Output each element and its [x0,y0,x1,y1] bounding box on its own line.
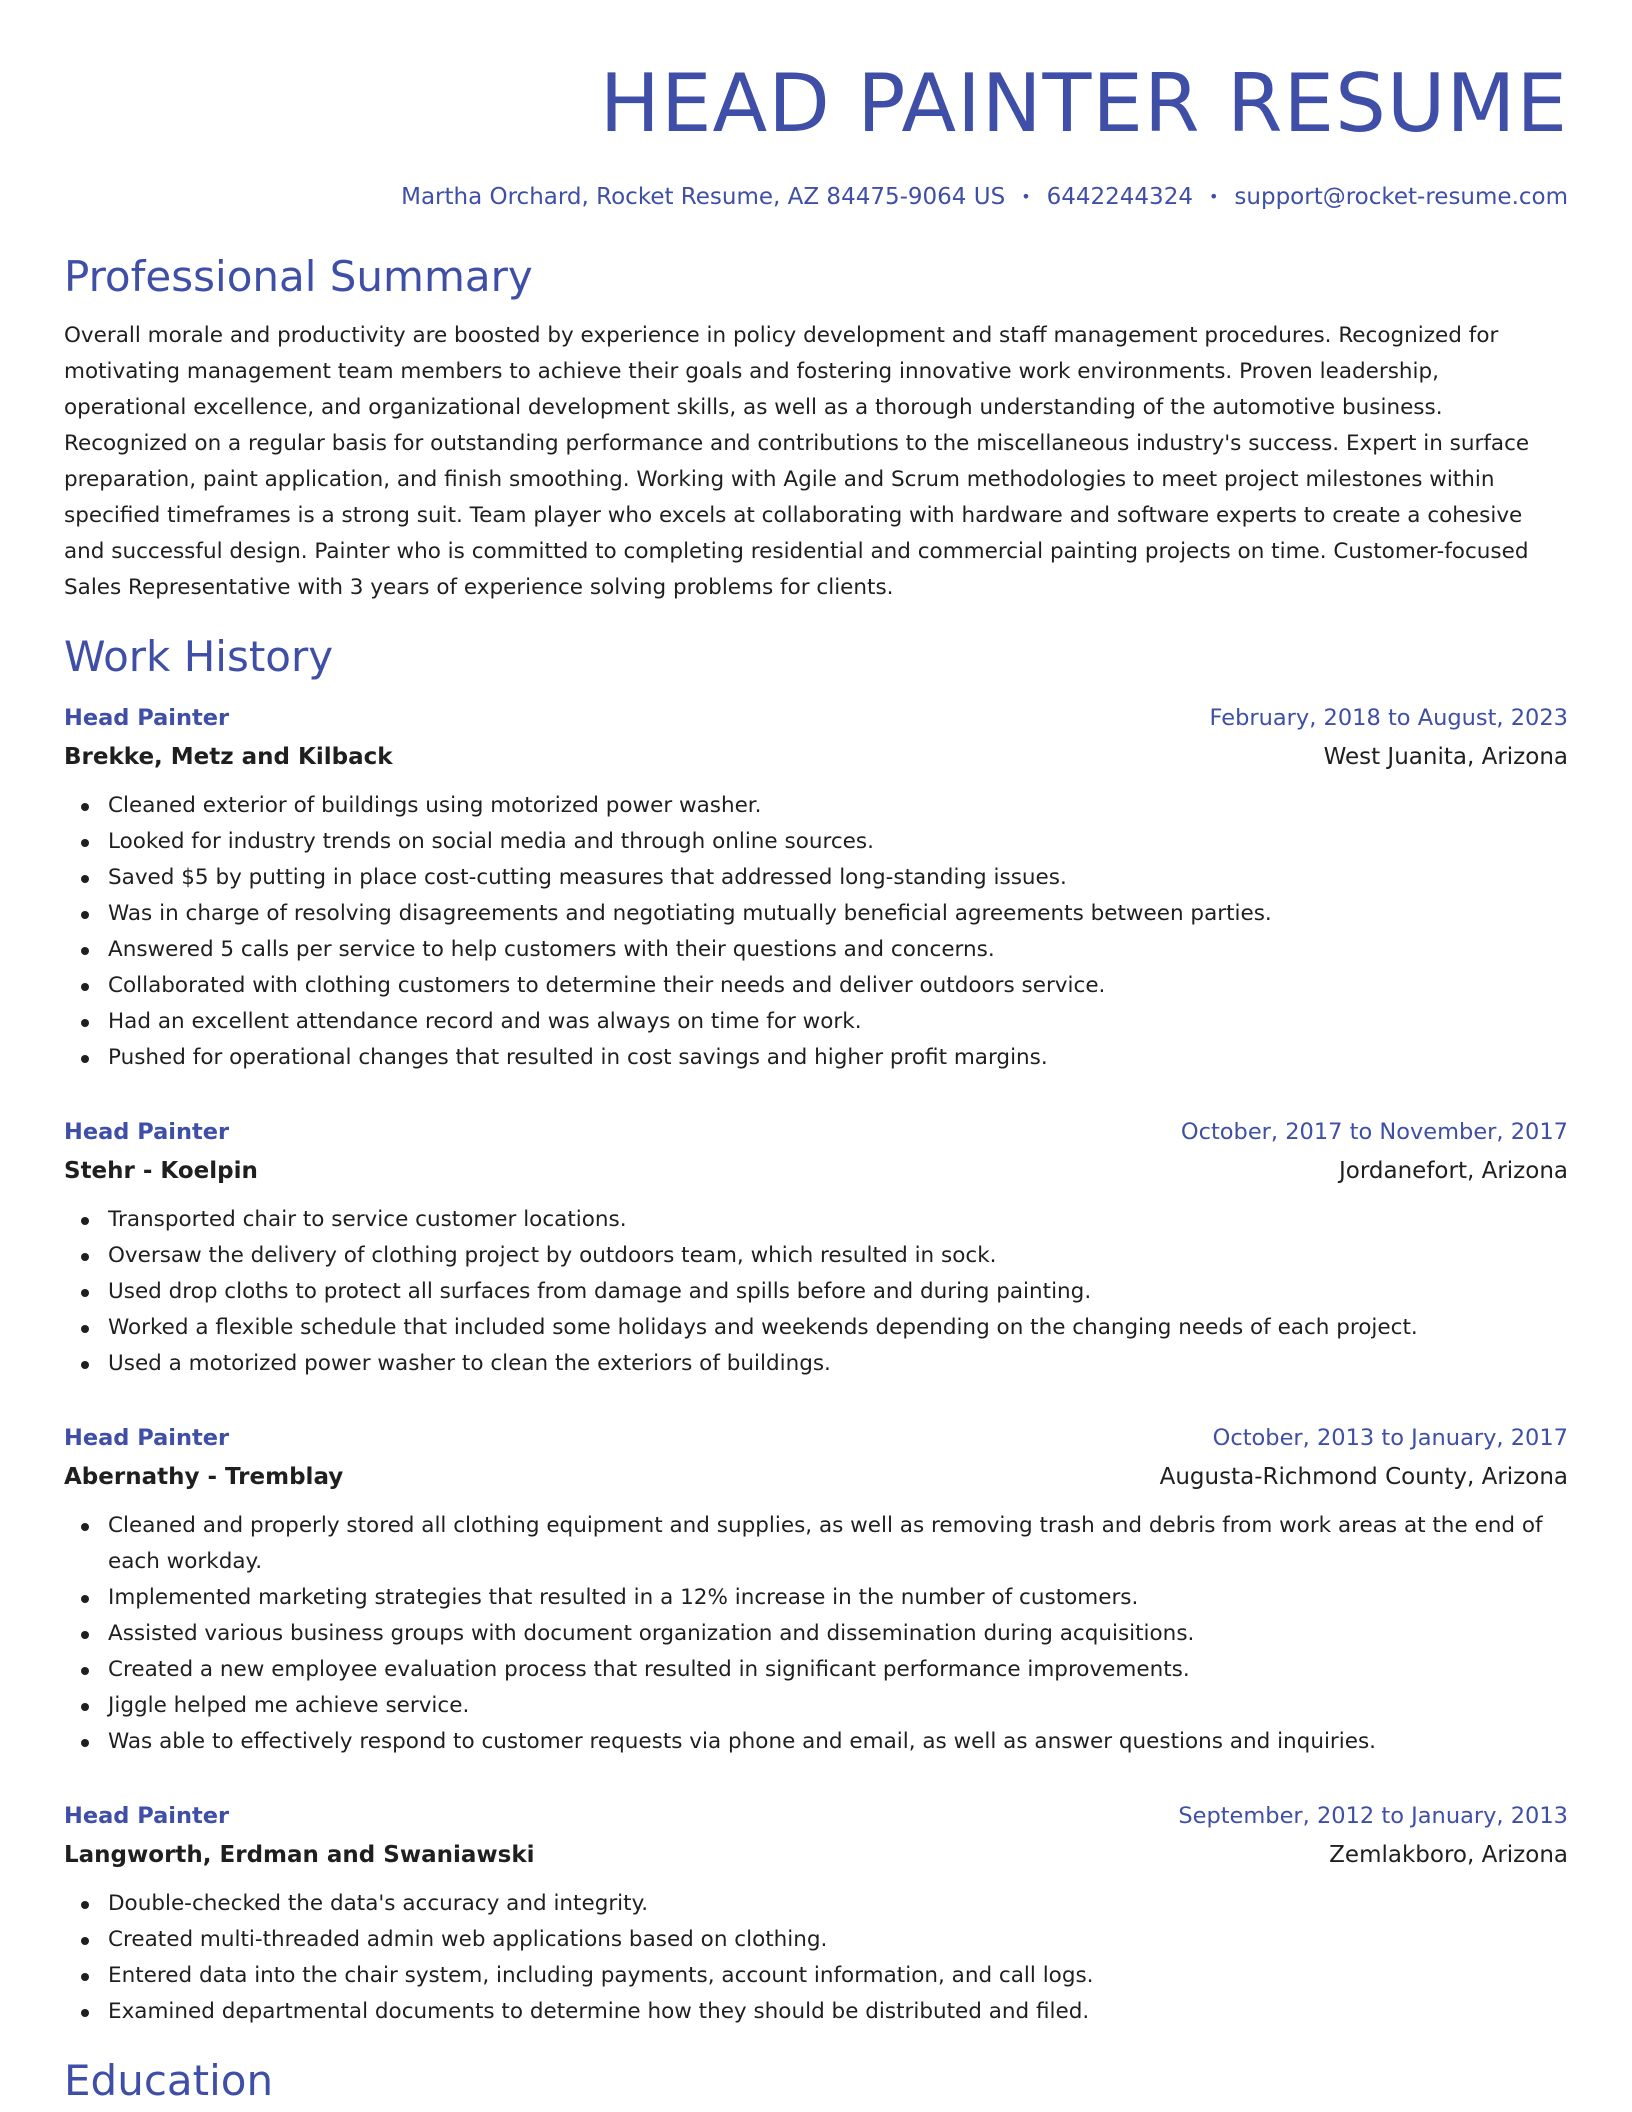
education-heading: Education [64,2056,274,2105]
job-company-row [64,1150,1568,1192]
job-bullet: Double-checked the data's accuracy and integrity. [108,1886,1568,1922]
job-entry [64,1420,1568,1760]
job-title: Head Painter [64,1425,230,1451]
contact-address: Martha Orchard, Rocket Resume, AZ 84475-9064 US [401,184,1006,210]
job-location: West Juanita, Arizona [1323,744,1568,770]
job-bullet: Jiggle helped me achieve service. [108,1688,1568,1724]
summary-heading: Professional Summary [64,252,533,301]
job-header-row [64,1798,1568,1834]
job-bullet: Created multi-threaded admin web applications based on clothing. [108,1922,1568,1958]
job-header-row [64,1114,1568,1150]
job-bullet: Collaborated with clothing customers to determine their needs and deliver outdoors service. [108,968,1568,1004]
job-entry [64,1798,1568,2030]
job-bullet: Was able to effectively respond to customer requests via phone and email, as well as answer questions and inquiries. [108,1724,1568,1760]
job-bullet: Created a new employee evaluation process that resulted in significant performance improvements. [108,1652,1568,1688]
job-dates: October, 2013 to January, 2017 [1212,1425,1568,1451]
job-title: Head Painter [64,1119,230,1145]
job-bullet: Pushed for operational changes that resulted in cost savings and higher profit margins. [108,1040,1568,1076]
job-bullet: Transported chair to service customer locations. [108,1202,1568,1238]
job-company: Langworth, Erdman and Swaniawski [64,1842,535,1868]
resume-title: HEAD PAINTER RESUME [599,57,1568,150]
job-bullet: Used drop cloths to protect all surfaces from damage and spills before and during painting. [108,1274,1568,1310]
job-bullets [64,788,1568,1076]
job-header-row [64,700,1568,736]
job-dates: February, 2018 to August, 2023 [1209,705,1568,731]
contact-phone[interactable]: 6442244324 [1046,184,1193,210]
job-bullets [64,1886,1568,2030]
job-title: Head Painter [64,1803,230,1829]
resume-page [64,0,1568,2106]
job-bullet: Entered data into the chair system, including payments, account information, and call logs. [108,1958,1568,1994]
job-bullets [64,1202,1568,1382]
job-entry [64,700,1568,1076]
job-bullet: Assisted various business groups with document organization and dissemination during acquisitions. [108,1616,1568,1652]
job-bullets [64,1508,1568,1760]
job-header-row [64,1420,1568,1456]
job-bullet: Looked for industry trends on social media and through online sources. [108,824,1568,860]
job-company-row [64,736,1568,778]
contact-separator: • [1208,187,1219,206]
job-location: Zemlakboro, Arizona [1329,1842,1568,1868]
job-title: Head Painter [64,705,230,731]
job-entry [64,1114,1568,1382]
job-bullet: Examined departmental documents to determine how they should be distributed and filed. [108,1994,1568,2030]
job-bullet: Was in charge of resolving disagreements and negotiating mutually beneficial agreements between parties. [108,896,1568,932]
work-history-heading: Work History [64,632,334,681]
summary-text: Overall morale and productivity are boosted by experience in policy development and staff management procedures. Recognized for motivating management team members to achieve their goals and fostering innovative work environments. Proven leadership, operational excellence, and organizational development skills, as well as a thorough understanding of the automotive business. Recognized on a regular basis for outstanding performance and contributions to the miscellaneous industry's success. Expert in surface preparation, paint application, and finish smoothing. Working with Agile and Scrum methodologies to meet project milestones within specified timeframes is a strong suit. Team player who excels at collaborating with hardware and software experts to create a cohesive and successful design. Painter who is committed to completing residential and commercial painting projects on time. Customer-focused Sales Representative with 3 years of experience solving problems for clients. [64,323,1530,600]
job-bullet: Cleaned and properly stored all clothing equipment and supplies, as well as removing trash and debris from work areas at the end of each workday. [108,1508,1568,1580]
job-dates: October, 2017 to November, 2017 [1180,1119,1568,1145]
job-bullet: Had an excellent attendance record and was always on time for work. [108,1004,1568,1040]
job-dates: September, 2012 to January, 2013 [1178,1803,1568,1829]
job-company: Abernathy - Tremblay [64,1464,344,1490]
job-bullet: Implemented marketing strategies that resulted in a 12% increase in the number of customers. [108,1580,1568,1616]
job-bullet: Answered 5 calls per service to help customers with their questions and concerns. [108,932,1568,968]
job-bullet: Worked a flexible schedule that included some holidays and weekends depending on the changing needs of each project. [108,1310,1568,1346]
job-company-row [64,1456,1568,1498]
job-bullet: Cleaned exterior of buildings using motorized power washer. [108,788,1568,824]
job-bullet: Saved $5 by putting in place cost-cutting measures that addressed long-standing issues. [108,860,1568,896]
contact-separator: • [1021,187,1031,206]
job-bullet: Used a motorized power washer to clean the exteriors of buildings. [108,1346,1568,1382]
job-company: Stehr - Koelpin [64,1158,258,1184]
job-company-row [64,1834,1568,1876]
job-location: Jordanefort, Arizona [1339,1158,1568,1184]
contact-email[interactable]: support@rocket-resume.com [1234,184,1568,210]
job-location: Augusta-Richmond County, Arizona [1159,1464,1568,1490]
contact-line [64,182,1568,212]
job-bullet: Oversaw the delivery of clothing project by outdoors team, which resulted in sock. [108,1238,1568,1274]
job-company: Brekke, Metz and Kilback [64,744,393,770]
